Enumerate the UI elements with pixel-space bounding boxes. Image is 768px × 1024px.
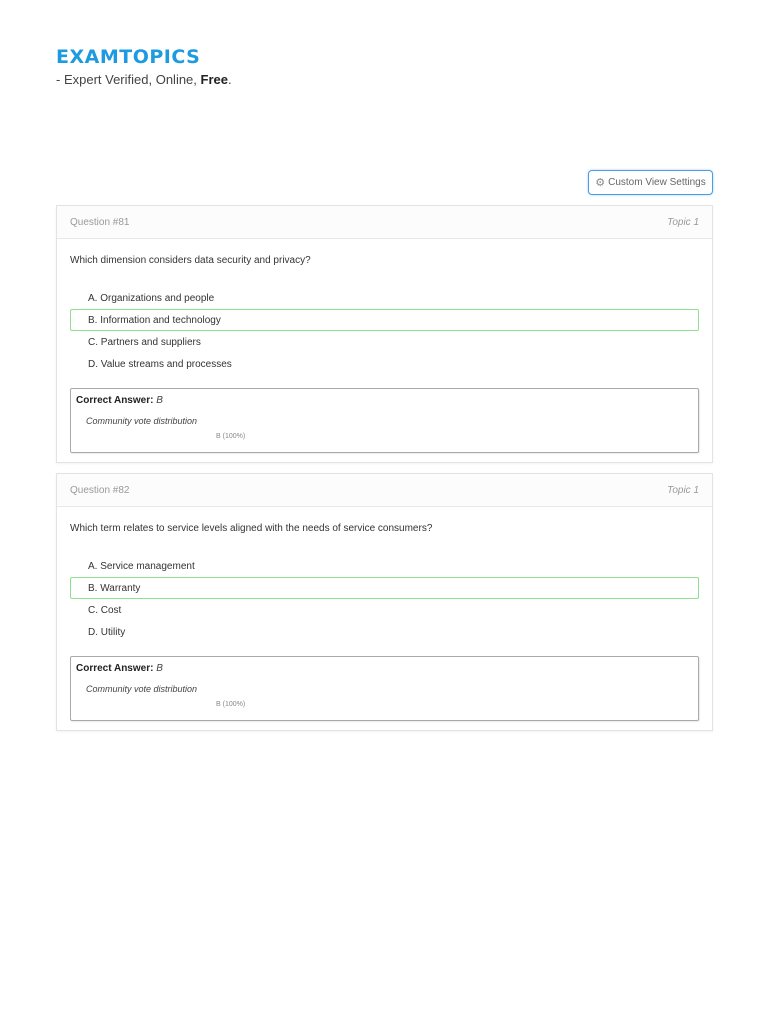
correct-answer: [76, 395, 693, 406]
question-text: Which term relates to service levels aligned with the needs of service consumers?: [70, 523, 433, 534]
choice-c[interactable]: C. Partners and suppliers: [88, 336, 201, 348]
question-text: Which dimension considers data security and privacy?: [70, 255, 311, 266]
logo-text: EXAMTOPICS: [56, 46, 201, 68]
choice-d[interactable]: D. Value streams and processes: [88, 358, 232, 370]
answer-choices: [70, 555, 699, 643]
correct-answer-value: B: [156, 663, 163, 674]
tagline-suffix: .: [227, 72, 232, 87]
question-topic: Topic 1: [667, 484, 699, 496]
tagline: [56, 72, 232, 87]
correct-answer-box: [70, 388, 699, 453]
vote-distribution-label: Community vote distribution: [86, 416, 198, 426]
vote-distribution-label: Community vote distribution: [86, 684, 198, 694]
choice-a[interactable]: A. Service management: [88, 560, 195, 572]
choice-b[interactable]: B. Warranty: [70, 577, 699, 599]
correct-answer-box: [70, 656, 699, 721]
custom-view-settings-label: Custom View Settings: [608, 177, 706, 188]
tagline-text: - Expert Verified, Online,: [56, 72, 201, 87]
question-number: Question #81: [70, 216, 130, 228]
question-header: [57, 474, 712, 507]
correct-answer: [76, 663, 693, 674]
custom-view-settings-button[interactable]: [588, 170, 713, 195]
vote-distribution-bar: B (100%): [216, 701, 246, 708]
correct-answer-value: B: [156, 395, 163, 406]
choice-d[interactable]: D. Utility: [88, 626, 126, 638]
vote-distribution-bar: B (100%): [216, 433, 246, 440]
question-topic: Topic 1: [667, 216, 699, 228]
gear-icon: ⚙: [595, 177, 606, 189]
question-card: [56, 205, 713, 463]
correct-answer-label: Correct Answer:: [76, 395, 154, 406]
question-card: [56, 473, 713, 731]
choice-a[interactable]: A. Organizations and people: [88, 292, 215, 304]
correct-answer-label: Correct Answer:: [76, 663, 154, 674]
tagline-free: Free: [200, 72, 228, 87]
choice-b[interactable]: B. Information and technology: [70, 309, 699, 331]
examtopics-logo[interactable]: [56, 46, 200, 68]
choice-c[interactable]: C. Cost: [88, 604, 122, 616]
question-number: Question #82: [70, 484, 130, 496]
answer-choices: [70, 287, 699, 375]
question-header: [57, 206, 712, 239]
